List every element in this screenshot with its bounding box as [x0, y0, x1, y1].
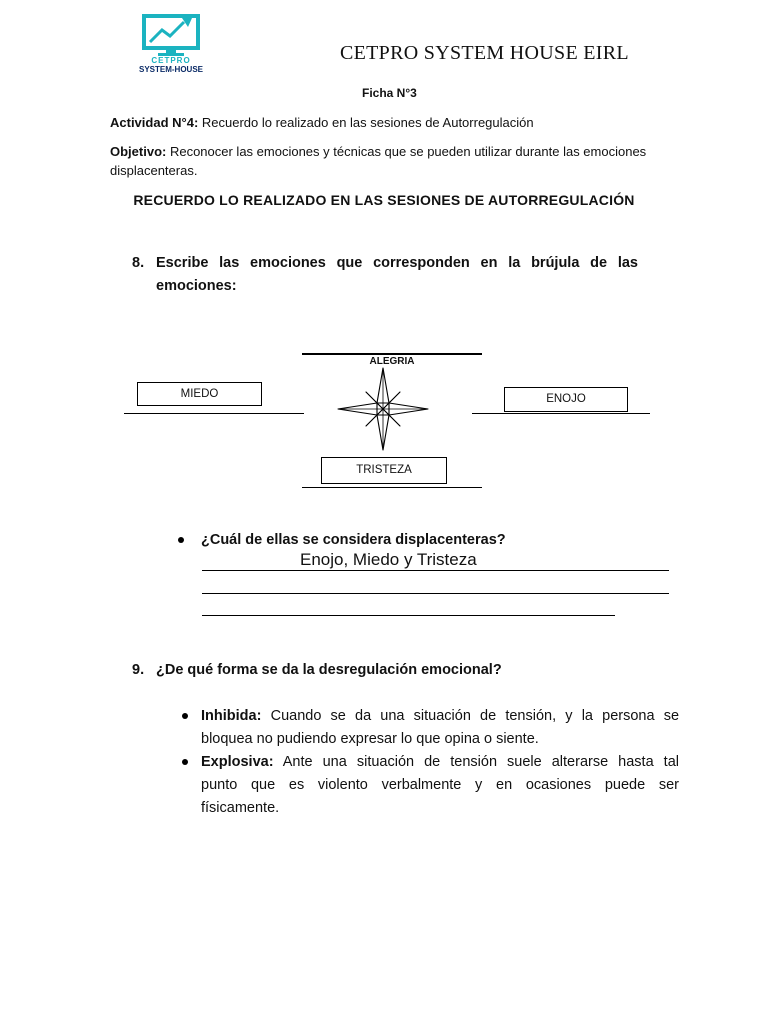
answer-line-2 [202, 593, 669, 594]
explosiva-line-3: físicamente. [201, 800, 280, 816]
inhibida-line-2: bloquea no pudiendo expresar lo que opina o siente. [201, 731, 539, 747]
activity-label: Actividad N°4: [110, 115, 199, 130]
inhibida-line-1 [201, 705, 679, 728]
compass-rose-icon [336, 366, 430, 452]
inhibida-text: Cuando se da una situación de tensión, y la persona se [270, 708, 680, 724]
answer-line-3 [202, 615, 615, 616]
q9-number: 9. [132, 662, 145, 678]
logo-subtitle: SYSTEM-HOUSE [138, 65, 203, 74]
section-title: RECUERDO LO REALIZADO EN LAS SESIONES DE AUTORREGULACIÓN [133, 192, 635, 208]
explosiva-text: Ante una situación de tensión suele alterarse hasta tal [282, 754, 679, 770]
ficha-number: Ficha N°3 [362, 86, 417, 100]
logo-title: CETPRO [151, 56, 191, 65]
objective-label: Objetivo: [110, 144, 167, 159]
south-label-box [321, 457, 447, 484]
objective-line-2: displacenteras. [110, 163, 198, 178]
north-label: ALEGRIA [369, 356, 415, 367]
q8b-question: ¿Cuál de ellas se considera displacenteras? [201, 532, 506, 548]
objective-text: Reconocer las emociones y técnicas que se pueden utilizar durante las emociones [166, 144, 647, 159]
objective-line [110, 142, 646, 161]
q8-number: 8. [132, 255, 145, 271]
explosiva-term: Explosiva: [201, 754, 274, 770]
west-answer-line [124, 413, 304, 414]
explosiva-line-1 [201, 751, 679, 774]
west-label-box [137, 382, 262, 406]
explosiva-line-2: punto que es violento verbalmente y en ocasiones puede ser [201, 777, 679, 793]
answer-line-1 [202, 570, 669, 571]
bullet-icon [182, 759, 188, 765]
bullet-icon [182, 713, 188, 719]
activity-text: Recuerdo lo realizado en las sesiones de Autorregulación [198, 115, 534, 130]
q8b-answer: Enojo, Miedo y Tristeza [300, 550, 477, 569]
company-name: CETPRO SYSTEM HOUSE EIRL [340, 42, 629, 64]
activity-line [110, 113, 534, 132]
west-label: MIEDO [180, 388, 219, 400]
east-label: ENOJO [546, 393, 586, 405]
east-answer-line [472, 413, 650, 414]
chart-monitor-icon [138, 14, 204, 58]
south-answer-line [302, 487, 482, 488]
east-label-box [504, 387, 628, 412]
north-answer-line [302, 353, 482, 355]
q8-text-2: emociones: [156, 278, 237, 294]
q8-text: Escribe las emociones que corresponden en la brújula de las [156, 255, 638, 271]
q9-question: ¿De qué forma se da la desregulación emocional? [156, 662, 502, 678]
south-label: TRISTEZA [356, 464, 412, 476]
inhibida-term: Inhibida: [201, 708, 262, 724]
company-logo [138, 14, 204, 74]
bullet-icon [178, 537, 184, 543]
